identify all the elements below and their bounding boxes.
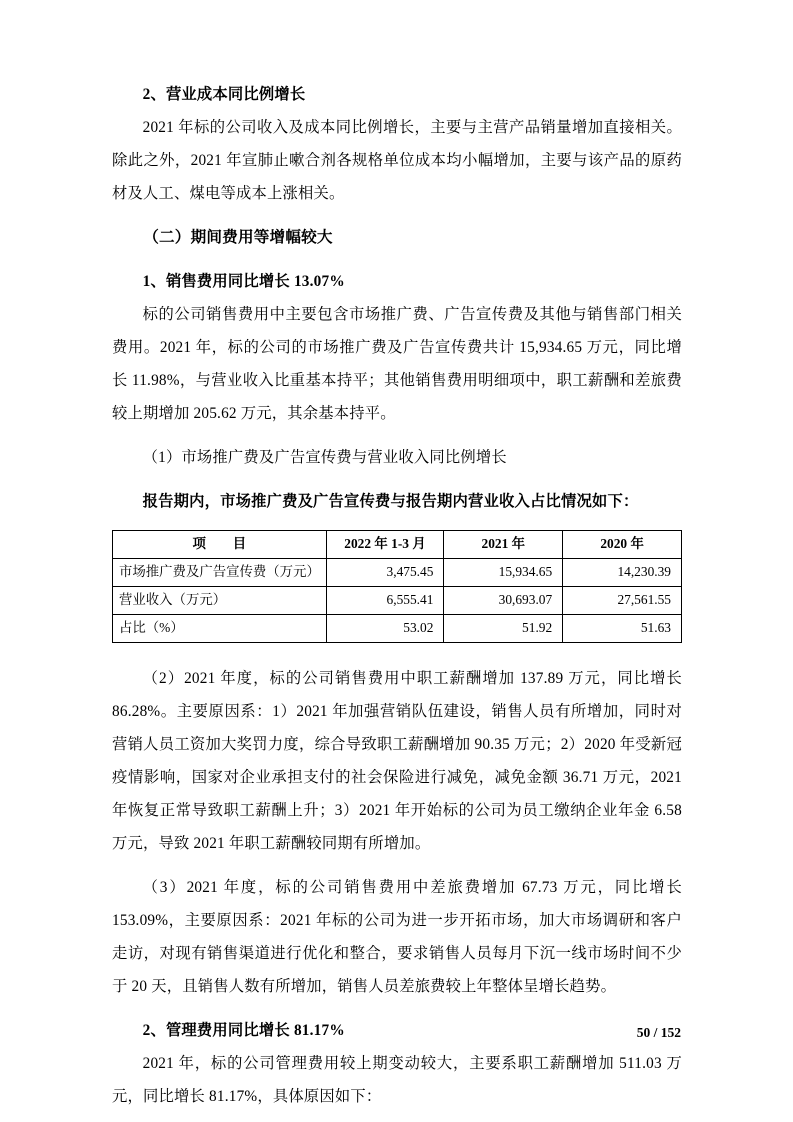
page-number: 50 / 152 bbox=[636, 1025, 681, 1040]
table-header-row bbox=[113, 531, 682, 559]
table-cell-label: 占比（%） bbox=[113, 615, 327, 643]
section-subheading-admin-expense: 2、管理费用同比增长 81.17% bbox=[142, 1022, 345, 1039]
paragraph-salary-increase: （2）2021 年度，标的公司销售费用中职工薪酬增加 137.89 万元，同比增长 86.28%。主要原因系：1）2021 年加强营销队伍建设，销售人员有所增加，同时对营销人员工资加大奖罚力度，综合导致职工薪酬增加 90.35 万元；2）2020 年受新冠疫情影响，国家对企业承担支付的社会保险进行减免，减免金额 36.71 万元，2021 年恢复正常导致职工薪酬上升；3）2021 年开始标的公司为员工缴纳企业年金 6.58 万元，导致 2021 年职工薪酬较同期有所增加。 bbox=[112, 670, 682, 852]
table-row bbox=[113, 587, 682, 615]
paragraph-cost-growth: 2021 年标的公司收入及成本同比例增长，主要与主营产品销量增加直接相关。除此之外，2021 年宣肺止嗽合剂各规格单位成本均小幅增加，主要与该产品的原药材及人工、煤电等成本上涨相关。 bbox=[112, 119, 682, 202]
paragraph-promo-growth: （1）市场推广费及广告宣传费与营业收入同比例增长 bbox=[142, 449, 507, 466]
paragraph-travel-expense: （3）2021 年度，标的公司销售费用中差旅费增加 67.73 万元，同比增长 153.09%，主要原因系：2021 年标的公司为进一步开拓市场，加大市场调研和客户走访，对现有销售渠道进行优化和整合，要求销售人员每月下沉一线市场时间不少于 20 天，且销售人数有所增加，销售人员差旅费较上年整体呈增长趋势。 bbox=[112, 879, 682, 995]
table-cell-label: 市场推广费及广告宣传费（万元） bbox=[113, 559, 327, 587]
table-row bbox=[113, 615, 682, 643]
section-subheading-sales-expense: 1、销售费用同比增长 13.07% bbox=[142, 273, 345, 290]
paragraph-table-intro: 报告期内，市场推广费及广告宣传费与报告期内营业收入占比情况如下： bbox=[142, 493, 639, 510]
table-cell-value: 51.63 bbox=[563, 615, 682, 643]
table-header-2022q1: 2022 年 1-3 月 bbox=[326, 531, 444, 559]
section-heading-period-expense: （二）期间费用等增幅较大 bbox=[143, 229, 333, 246]
table-cell-value: 15,934.65 bbox=[444, 559, 563, 587]
promo-expense-ratio-table bbox=[112, 530, 682, 643]
table-header-2021: 2021 年 bbox=[444, 531, 563, 559]
table-cell-value: 51.92 bbox=[444, 615, 563, 643]
table-cell-value: 30,693.07 bbox=[444, 587, 563, 615]
paragraph-admin-expense: 2021 年，标的公司管理费用较上期变动较大，主要系职工薪酬增加 511.03 万元，同比增长 81.17%，具体原因如下： bbox=[112, 1055, 682, 1105]
table-cell-value: 3,475.45 bbox=[326, 559, 444, 587]
table-cell-value: 53.02 bbox=[326, 615, 444, 643]
table-header-2020: 2020 年 bbox=[563, 531, 682, 559]
table-header-item: 项 目 bbox=[113, 531, 327, 559]
table-cell-label: 营业收入（万元） bbox=[113, 587, 327, 615]
paragraph-sales-expense-detail: 标的公司销售费用中主要包含市场推广费、广告宣传费及其他与销售部门相关费用。2021 年，标的公司的市场推广费及广告宣传费共计 15,934.65 万元，同比增长 11.98%，与营业收入比重基本持平；其他销售费用明细项中，职工薪酬和差旅费较上期增加 205.62 万元，其余基本持平。 bbox=[112, 306, 682, 422]
table-row bbox=[113, 559, 682, 587]
table-cell-value: 27,561.55 bbox=[563, 587, 682, 615]
table-cell-value: 14,230.39 bbox=[563, 559, 682, 587]
section-subheading-cost-growth: 2、营业成本同比例增长 bbox=[142, 86, 306, 103]
page-content bbox=[112, 78, 682, 1113]
table-cell-value: 6,555.41 bbox=[326, 587, 444, 615]
